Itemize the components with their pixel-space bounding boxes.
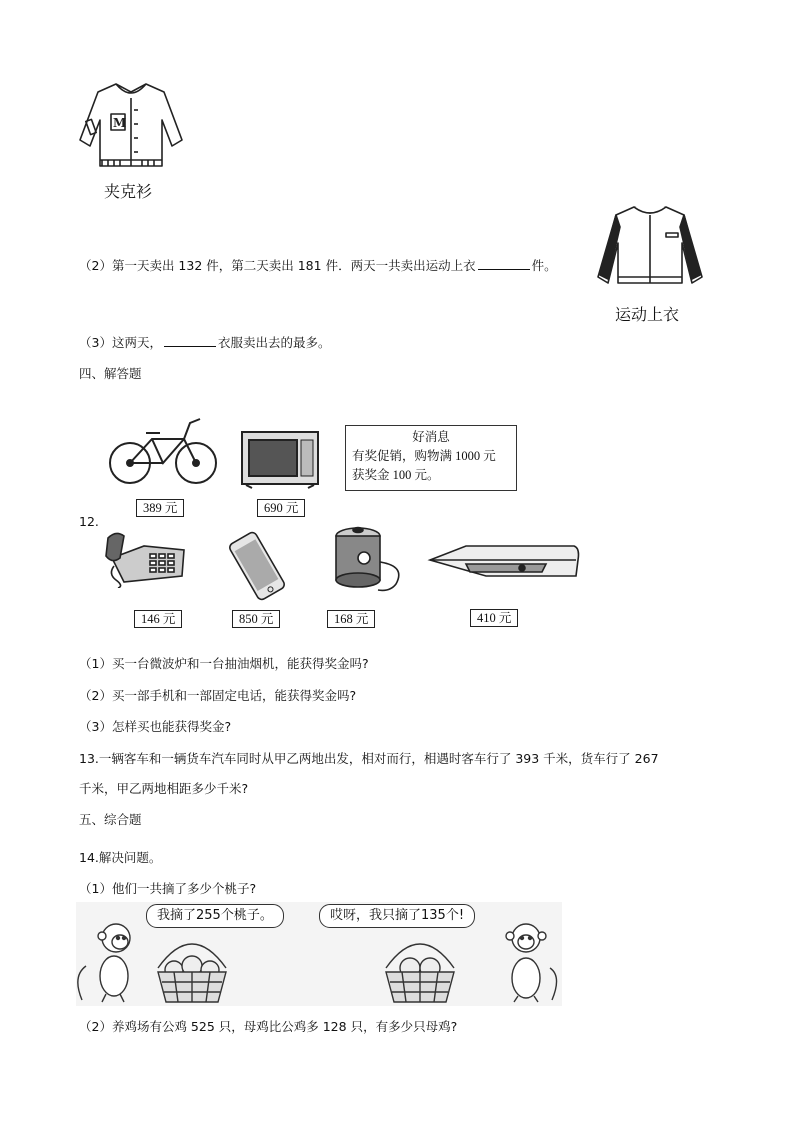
sport-top-image xyxy=(596,205,704,287)
microwave-icon xyxy=(240,430,320,490)
peach-basket-left-icon xyxy=(154,932,230,1004)
bicycle-icon xyxy=(108,415,218,487)
question-12-number: 12. xyxy=(79,514,99,529)
news-line-1: 有奖促销，购物满 1000 元 xyxy=(352,449,496,463)
question-12-sub-1: （1）买一台微波炉和一台抽油烟机，能获得奖金吗? xyxy=(79,656,369,671)
price-tag-bicycle: 389 元 xyxy=(136,499,184,517)
speech-bubble-left: 我摘了255个桃子。 xyxy=(146,904,284,928)
good-news-notice xyxy=(345,425,517,491)
question-12-sub-3: （3）怎样买也能获得奖金? xyxy=(79,719,232,734)
question-2-text: （2）第一天卖出 132 件，第二天卖出 181 件．两天一共卖出运动上衣 xyxy=(79,258,476,273)
mobile-phone-icon xyxy=(222,530,292,602)
price-tag-mobile-phone: 850 元 xyxy=(232,610,280,628)
svg-text:M: M xyxy=(113,116,127,130)
question-13-line-2: 千米，甲乙两地相距多少千米? xyxy=(79,781,249,796)
rice-cooker-icon xyxy=(328,522,410,594)
section-4-heading: 四、解答题 xyxy=(79,366,142,381)
question-2-line xyxy=(79,256,557,274)
price-tag-microwave: 690 元 xyxy=(257,499,305,517)
question-14-sub-1: （1）他们一共摘了多少个桃子? xyxy=(79,881,257,896)
monkey-right-icon xyxy=(496,916,562,1004)
monkeys-peaches-scene xyxy=(76,902,562,1006)
answer-blank-q2[interactable] xyxy=(478,257,530,270)
question-12-sub-2: （2）买一部手机和一部固定电话，能获得奖金吗? xyxy=(79,688,357,703)
monkey-left-icon xyxy=(76,916,146,1004)
question-3-line xyxy=(79,333,330,351)
question-3-text: （3）这两天， xyxy=(79,335,162,350)
peach-basket-right-icon xyxy=(382,932,458,1004)
answer-blank-q3[interactable] xyxy=(164,334,216,347)
news-title: 好消息 xyxy=(412,430,450,444)
speech-bubble-right: 哎呀，我只摘了135个! xyxy=(319,904,475,928)
question-2-suffix: 件。 xyxy=(531,258,557,273)
news-line-2: 获奖金 100 元。 xyxy=(352,468,440,482)
sport-top-caption: 运动上衣 xyxy=(615,305,680,324)
jacket-image xyxy=(78,80,184,172)
question-14-sub-2: （2）养鸡场有公鸡 525 只，母鸡比公鸡多 128 只，有多少只母鸡? xyxy=(79,1019,458,1034)
question-14-title: 14.解决问题。 xyxy=(79,850,162,865)
price-tag-telephone: 146 元 xyxy=(134,610,182,628)
telephone-icon xyxy=(104,528,188,588)
question-3-suffix: 衣服卖出去的最多。 xyxy=(217,335,331,350)
question-13-line-1: 13.一辆客车和一辆货车汽车同时从甲乙两地出发，相对而行，相遇时客车行了 393 千米，货车行了 267 xyxy=(79,751,659,766)
jacket-caption: 夹克衫 xyxy=(104,182,153,201)
section-5-heading: 五、综合题 xyxy=(79,812,142,827)
price-tag-range-hood: 410 元 xyxy=(470,609,518,627)
price-tag-rice-cooker: 168 元 xyxy=(327,610,375,628)
range-hood-icon xyxy=(426,540,582,584)
